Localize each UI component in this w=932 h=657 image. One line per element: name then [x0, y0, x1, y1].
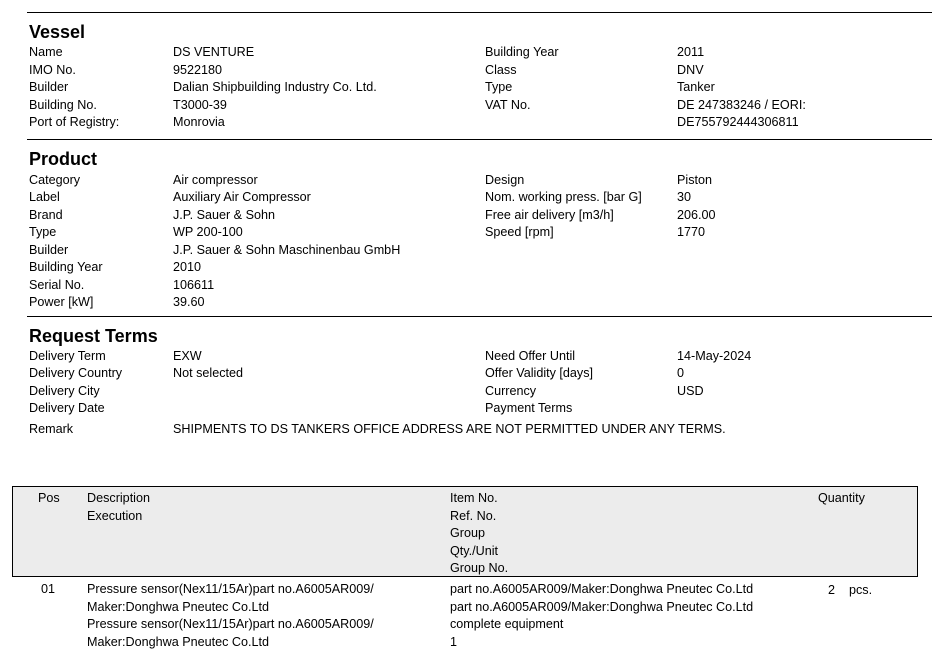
product-category-label: Category [29, 173, 81, 187]
product-speed-label: Speed [rpm] [485, 225, 554, 239]
need-offer-until-value: 14-May-2024 [677, 349, 752, 363]
offer-validity-value: 0 [677, 366, 685, 380]
product-serial-no-value: 106611 [173, 278, 215, 292]
product-design-label: Design [485, 173, 525, 187]
row-description-line: Pressure sensor(Nex11/15Ar)part no.A6005AR009/ [87, 582, 374, 596]
remark-label: Remark [29, 422, 74, 436]
vessel-building-no-label: Building No. [29, 98, 97, 112]
product-type-value: WP 200-100 [173, 225, 243, 239]
header-group: Group [450, 526, 486, 540]
header-execution-line: Execution [87, 508, 143, 523]
delivery-date-label: Delivery Date [29, 401, 105, 415]
header-item-no: Item No. [450, 491, 498, 505]
row-item-info [450, 581, 753, 651]
row-pos: 01 [41, 582, 56, 596]
row-ref-no: part no.A6005AR009/Maker:Donghwa Pneutec Co.Ltd [450, 599, 754, 614]
product-serial-no-label: Serial No. [29, 278, 85, 292]
vessel-port-value: Monrovia [173, 115, 225, 129]
header-ref-no: Ref. No. [450, 508, 497, 523]
vessel-class-value: DNV [677, 63, 704, 77]
vessel-type-value: Tanker [677, 80, 715, 94]
product-air-delivery-value: 206.00 [677, 208, 716, 222]
vessel-class-label: Class [485, 63, 517, 77]
row-group: complete equipment [450, 617, 564, 631]
payment-terms-label: Payment Terms [485, 401, 573, 415]
row-description-line: Maker:Donghwa Pneutec Co.Ltd [87, 599, 270, 614]
row-qty-unit: 1 [450, 634, 458, 649]
product-label-label: Label [29, 190, 60, 204]
product-brand-value: J.P. Sauer & Sohn [173, 208, 275, 222]
product-building-year-value: 2010 [173, 260, 202, 274]
delivery-country-label: Delivery Country [29, 366, 123, 380]
remark-value: SHIPMENTS TO DS TANKERS OFFICE ADDRESS ARE NOT PERMITTED UNDER ANY TERMS. [173, 422, 726, 436]
currency-label: Currency [485, 384, 537, 398]
vessel-builder-value: Dalian Shipbuilding Industry Co. Ltd. [173, 80, 377, 94]
currency-value: USD [677, 384, 704, 398]
product-pressure-value: 30 [677, 190, 692, 204]
vessel-building-no-value: T3000-39 [173, 98, 227, 112]
vessel-type-label: Type [485, 80, 513, 94]
delivery-term-value: EXW [173, 349, 202, 363]
header-quantity: Quantity [818, 491, 865, 505]
section-divider [27, 316, 932, 317]
product-brand-label: Brand [29, 208, 63, 222]
vessel-imo-value: 9522180 [173, 63, 223, 77]
header-description [87, 490, 150, 525]
vessel-vat-value: DE 247383246 / EORI: [677, 98, 806, 112]
vessel-section-title: Vessel [29, 22, 86, 42]
vessel-vat-label: VAT No. [485, 98, 531, 112]
product-type-label: Type [29, 225, 57, 239]
vessel-name-label: Name [29, 45, 63, 59]
vessel-builder-label: Builder [29, 80, 69, 94]
product-pressure-label: Nom. working press. [bar G] [485, 190, 642, 204]
vessel-name-value: DS VENTURE [173, 45, 255, 59]
row-description-line: Maker:Donghwa Pneutec Co.Ltd [87, 634, 270, 649]
row-unit: pcs. [849, 583, 873, 597]
vessel-port-label: Port of Registry: [29, 115, 120, 129]
product-power-value: 39.60 [173, 295, 205, 309]
header-description-line: Description [87, 491, 150, 505]
product-speed-value: 1770 [677, 225, 706, 239]
header-qty-unit: Qty./Unit [450, 543, 499, 558]
offer-validity-label: Offer Validity [days] [485, 366, 594, 380]
header-group-no: Group No. [450, 561, 509, 575]
delivery-city-label: Delivery City [29, 384, 100, 398]
vessel-building-year-label: Building Year [485, 45, 559, 59]
product-air-delivery-label: Free air delivery [m3/h] [485, 208, 614, 222]
product-section-title: Product [29, 149, 98, 169]
product-building-year-label: Building Year [29, 260, 103, 274]
product-label-value: Auxiliary Air Compressor [173, 190, 311, 204]
vessel-imo-label: IMO No. [29, 63, 76, 77]
product-power-label: Power [kW] [29, 295, 94, 309]
product-builder-label: Builder [29, 243, 69, 257]
row-item-no: part no.A6005AR009/Maker:Donghwa Pneutec Co.Ltd [450, 582, 754, 596]
product-design-value: Piston [677, 173, 713, 187]
vessel-building-year-value: 2011 [677, 45, 705, 59]
vessel-eori-value: DE755792444306811 [677, 115, 799, 129]
delivery-country-value: Not selected [173, 366, 244, 380]
need-offer-until-label: Need Offer Until [485, 349, 576, 363]
product-builder-value: J.P. Sauer & Sohn Maschinenbau GmbH [173, 243, 401, 257]
row-description-line: Pressure sensor(Nex11/15Ar)part no.A6005AR009/ [87, 617, 374, 631]
header-item-info [450, 490, 508, 578]
product-category-value: Air compressor [173, 173, 258, 187]
row-description [87, 581, 374, 651]
section-divider [27, 139, 932, 140]
request-terms-section-title: Request Terms [29, 326, 158, 346]
row-quantity: 2 [828, 583, 836, 597]
delivery-term-label: Delivery Term [29, 349, 106, 363]
section-divider [27, 12, 932, 13]
header-pos: Pos [38, 491, 60, 505]
